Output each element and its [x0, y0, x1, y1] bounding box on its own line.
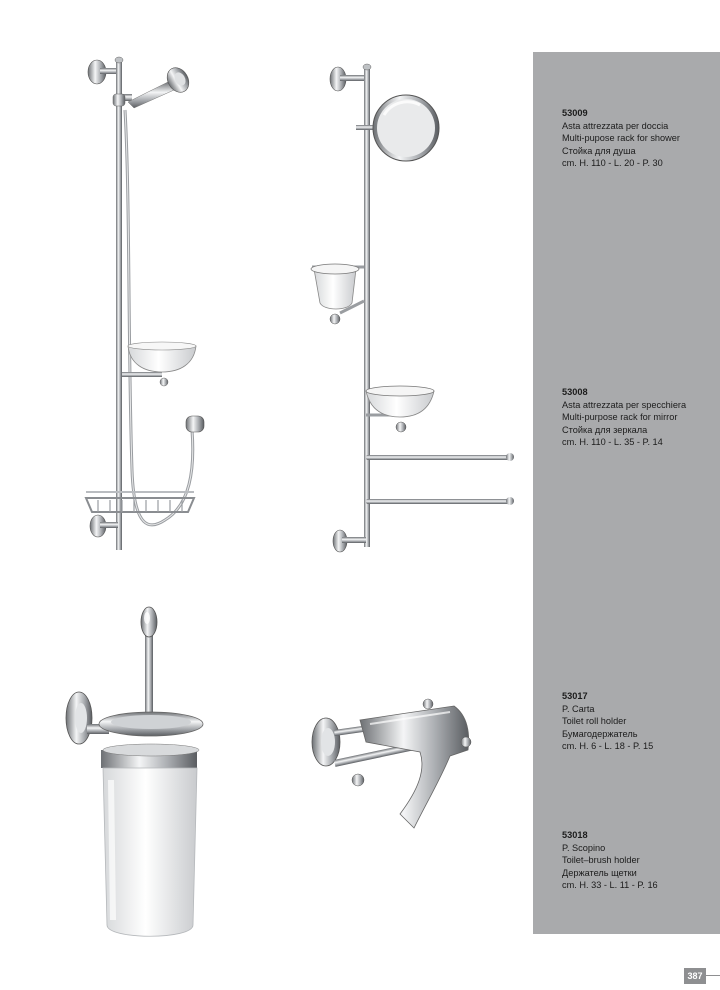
- page-number-rule: [706, 975, 720, 976]
- product-dimensions: cm. H. 110 - L. 35 - P. 14: [562, 437, 663, 448]
- product-name-russian: Стойка для душа: [562, 145, 636, 156]
- page-number: 387: [684, 968, 706, 984]
- product-name-russian: Стойка для зеркала: [562, 424, 648, 435]
- product-dimensions: cm. H. 6 - L. 18 - P. 15: [562, 741, 654, 752]
- shower-rack-image: [70, 50, 220, 560]
- product-name-italian: Asta attrezzata per doccia: [562, 120, 669, 131]
- product-entry-53018: [562, 829, 712, 892]
- product-code: 53009: [562, 108, 588, 118]
- product-info-panel: [533, 52, 720, 934]
- product-name-english: Multi-pupose rack for shower: [562, 133, 680, 144]
- product-entry-53008: [562, 386, 712, 449]
- product-name-english: Toilet roll holder: [562, 716, 627, 727]
- product-name-english: Toilet–brush holder: [562, 855, 640, 866]
- product-name-russian: Держатель щетки: [562, 867, 637, 878]
- toilet-brush-holder-image: [55, 600, 225, 950]
- product-name-italian: Asta attrezzata per specchiera: [562, 399, 687, 410]
- toilet-roll-holder-image: [300, 690, 500, 840]
- product-entry-53017: [562, 690, 712, 753]
- product-name-italian: P. Scopino: [562, 842, 606, 853]
- product-code: 53008: [562, 387, 588, 397]
- mirror-rack-image: [300, 55, 520, 565]
- product-name-russian: Бумагодержатель: [562, 728, 638, 739]
- product-name-english: Multi-purpose rack for mirror: [562, 412, 678, 423]
- product-code: 53018: [562, 830, 588, 840]
- product-dimensions: cm. H. 110 - L. 20 - P. 30: [562, 158, 663, 169]
- product-entry-53009: [562, 107, 712, 170]
- product-name-italian: P. Carta: [562, 703, 595, 714]
- product-dimensions: cm. H. 33 - L. 11 - P. 16: [562, 880, 658, 891]
- product-code: 53017: [562, 691, 588, 701]
